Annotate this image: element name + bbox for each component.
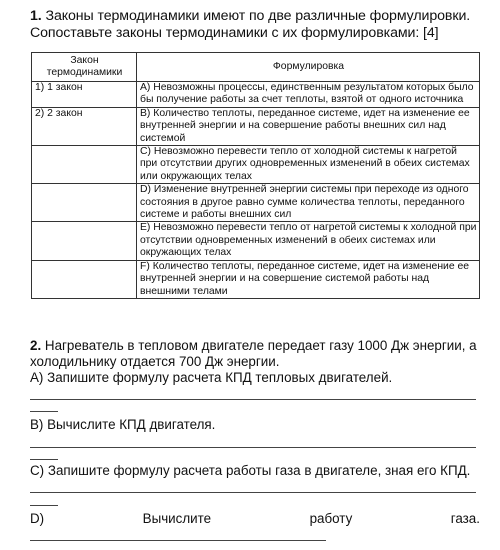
header-law: Закон термодинамики — [32, 53, 137, 82]
formulation-cell: В) Количество теплоты, переданное системе, идет на изменение ее внутренней энергии и на совершение работы внешних сил над системой — [137, 107, 480, 145]
table-header-row — [32, 53, 480, 82]
formulation-cell: F) Количество теплоты, переданное системе, идет на изменение ее внутренней энергии и на совершение системой работы над внешними телами — [137, 260, 480, 298]
question-1-text: Законы термодинамики имеют по две различные формулировки. Сопоставьте законы термодинамики с их формулировками: [4] — [30, 8, 471, 41]
law-cell — [32, 146, 137, 184]
answer-line-c-end[interactable] — [30, 505, 58, 506]
formulation-cell: Е) Невозможно перевести тепло от нагретой системы к холодной при отсутствии одновременных изменений в обеих системах или окружающих телах — [137, 222, 480, 260]
law-cell: 1) 1 закон — [32, 82, 137, 108]
question-2d-label: D) — [30, 511, 45, 526]
formulation-cell: D) Изменение внутренней энергии системы при переходе из одного состояния в другое равно сумме количества теплоты, переданного системе и работы внешних сил — [137, 184, 480, 222]
question-2-number: 2. — [30, 338, 42, 353]
answer-line-c[interactable] — [30, 492, 476, 493]
answer-line-b-end[interactable] — [30, 459, 58, 460]
table-row — [32, 107, 480, 145]
formulation-cell: А) Невозможны процессы, единственным результатом которых было бы получение работы за счет теплоты, взятой от одного источника — [137, 82, 480, 108]
answer-line-b[interactable] — [30, 447, 476, 448]
laws-table — [31, 52, 480, 299]
question-2d-word2: работу — [309, 511, 353, 526]
table-row — [32, 184, 480, 222]
question-2d-word3: газа. — [450, 511, 480, 526]
formulation-cell: С) Невозможно перевести тепло от холодной системы к нагретой при отсутствии других одновременных изменений в обеих системах или окружающих телах — [137, 146, 480, 184]
question-2b-block — [30, 417, 482, 433]
table-row — [32, 222, 480, 260]
answer-line-d[interactable] — [30, 540, 326, 541]
law-cell — [32, 260, 137, 298]
law-cell: 2) 2 закон — [32, 107, 137, 145]
question-2d-word1: Вычислите — [142, 511, 212, 526]
table-row — [32, 146, 480, 184]
question-2b: В) Вычислите КПД двигателя. — [30, 417, 216, 432]
law-cell — [32, 184, 137, 222]
question-1 — [30, 8, 480, 42]
law-cell — [32, 222, 137, 260]
answer-line-a[interactable] — [30, 399, 476, 400]
header-formulation: Формулировка — [137, 53, 480, 82]
question-2 — [30, 338, 482, 385]
answer-line-a-end[interactable] — [30, 411, 58, 412]
question-2d — [30, 511, 480, 526]
question-2a: А) Запишите формулу расчета КПД тепловых двигателей. — [30, 369, 393, 385]
question-2c-block — [30, 463, 482, 479]
question-2-intro: 2. Нагреватель в тепловом двигателе передает газу 1000 Дж энергии, а холодильнику отдается 700 Дж энергии. — [30, 338, 477, 369]
table-row — [32, 82, 480, 108]
table-row — [32, 260, 480, 298]
question-1-number: 1. — [30, 8, 42, 24]
question-2c: С) Запишите формулу расчета работы газа в двигателе, зная его КПД. — [30, 463, 471, 478]
